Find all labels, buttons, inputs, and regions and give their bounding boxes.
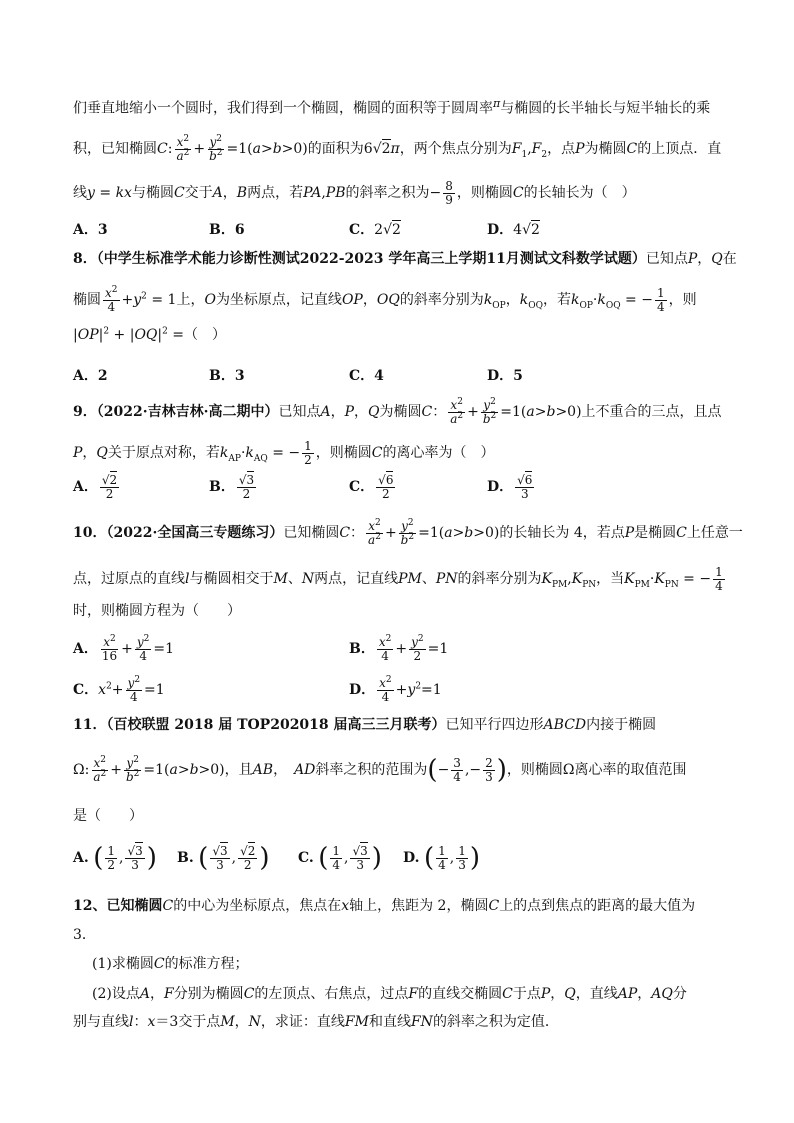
- q8-option-d[interactable]: D．5: [487, 368, 523, 384]
- q12-line1: 12、已知椭圆C的中心为坐标原点，焦点在x轴上，焦距为 2，椭圆C上的点到焦点的距离的最大值为: [73, 898, 696, 914]
- q9-option-b[interactable]: B． $\frac{√3}{2}$: [209, 473, 255, 501]
- q11-option-b[interactable]: B. ( $\frac{√3}{3}$ , $\frac{√2}{2}$ ): [177, 843, 270, 874]
- q8-line1: 8．（中学生标准学术能力诊断性测试2022-2023 学年高三上学期11月测试文科数学试题）已知点P，Q在: [73, 251, 737, 267]
- q9-line2: P，Q关于原点对称，若$k_{AP}\cdot k_{AQ}$ = − $\frac{1}{2}$ ，则椭圆C的离心率为（ ）: [73, 439, 495, 467]
- q10-line3: 时，则椭圆方程为（ ）: [73, 603, 241, 619]
- q9-option-d[interactable]: D． $\frac{√6}{3}$: [487, 473, 533, 501]
- q10-option-d[interactable]: D． $\frac{x^2}{4}$ $+y^2=1$: [349, 675, 442, 704]
- q8-option-b[interactable]: B．3: [209, 368, 245, 384]
- q11-option-a[interactable]: A. ( $\frac{1}{2}$ , $\frac{√3}{3}$ ): [73, 843, 157, 874]
- q11-line2: Ω: $\frac{x^2}{a^2}$ + $\frac{y^2}{b^2}$ =1(a>b>0)，且AB， AD斜率之积的范围为(− $\frac{3}{4}$ ,− $\frac{2}{3}$ )，则椭圆Ω离心率的取值范围: [73, 755, 687, 786]
- q9-option-c[interactable]: C． $\frac{√6}{2}$: [349, 473, 394, 501]
- q8-line2: 椭圆 $\frac{x^2}{4}$ $+y^2 = 1$上，O为坐标原点，记直线OP，OQ的斜率分别为$k_{OP}$，$k_{OQ}$，若$k_{OP}\cdot k_{OQ}$ = − $\frac{1}{4}$ ，则: [73, 285, 697, 314]
- q11-option-d[interactable]: D. ( $\frac{1}{4}$ , $\frac{1}{3}$ ): [403, 843, 481, 874]
- q7-line3: 线y = kx与椭圆C交于A，B两点，若PA,PB的斜率之积为− $\frac{8}{9}$ ，则椭圆C的长轴长为（ ）: [73, 179, 636, 207]
- q12-sub1: (1)求椭圆C的标准方程；: [92, 956, 249, 972]
- q10-line2: 点，过原点的直线l与椭圆相交于M、N两点，记直线PM、PN的斜率分别为$K_{PM},K_{PN}$，当$K_{PM}\cdot K_{PN}$ = − $\frac{1}{4}$: [73, 565, 723, 593]
- q10-option-c[interactable]: C．$x^2+$ $\frac{y^2}{4}$ =1: [73, 675, 165, 704]
- q8-option-c[interactable]: C．4: [349, 368, 384, 384]
- q7-line2: 积，已知椭圆C: $\frac{x^2}{a^2}$ + $\frac{y^2}{b^2}$ =1(a>b>0)的面积为6√2π，两个焦点分别为$F_1,F_2$，点P为椭圆C的上顶点．直: [73, 134, 722, 163]
- q7-option-a[interactable]: A．3: [73, 222, 108, 238]
- q10-line1: 10．（2022·全国高三专题练习）已知椭圆C： $\frac{x^2}{a^2}$ + $\frac{y^2}{b^2}$ =1(a>b>0)的长轴长为 4，若点P是椭圆C上任意一: [73, 518, 743, 547]
- q9-line1: 9．（2022·吉林吉林·高二期中）已知点A，P，Q为椭圆C： $\frac{x^2}{a^2}$ + $\frac{y^2}{b^2}$ =1(a>b>0)上不重合的三点，且点: [73, 397, 722, 426]
- q8-line3: $|OP|^2 + |OQ|^2$ =（ ）: [73, 326, 227, 343]
- q7-option-d[interactable]: D．4√2: [487, 222, 540, 238]
- q11-line3: 是（ ）: [73, 808, 143, 824]
- q7-line1: 们垂直地缩小一个圆时，我们得到一个椭圆，椭圆的面积等于圆周率$^\pi$与椭圆的长半轴长与短半轴长的乘: [73, 97, 711, 117]
- q11-line1: 11．（百校联盟 2018 届 TOP202018 届高三三月联考）已知平行四边形ABCD内接于椭圆: [73, 717, 657, 733]
- q12-sub2: (2)设点A，F分别为椭圆C的左顶点、右焦点，过点F的直线交椭圆C于点P，Q，直线AP，AQ分: [92, 986, 687, 1002]
- q12-sub3: 别与直线l：x＝3交于点M，N，求证：直线FM和直线FN的斜率之积为定值．: [73, 1014, 559, 1030]
- q8-option-a[interactable]: A．2: [73, 368, 108, 384]
- q9-option-a[interactable]: A． $\frac{√2}{2}$: [73, 473, 118, 501]
- q10-option-a[interactable]: A． $\frac{x^2}{16}$ + $\frac{y^2}{4}$ =1: [73, 634, 175, 663]
- q10-option-b[interactable]: B． $\frac{x^2}{4}$ + $\frac{y^2}{2}$ =1: [349, 634, 449, 663]
- q12-line2: 3．: [73, 927, 96, 943]
- q7-option-c[interactable]: C．2√2: [349, 222, 401, 238]
- q11-option-c[interactable]: C. ( $\frac{1}{4}$ , $\frac{√3}{3}$ ): [298, 843, 382, 874]
- q7-option-b[interactable]: B．6: [209, 222, 245, 238]
